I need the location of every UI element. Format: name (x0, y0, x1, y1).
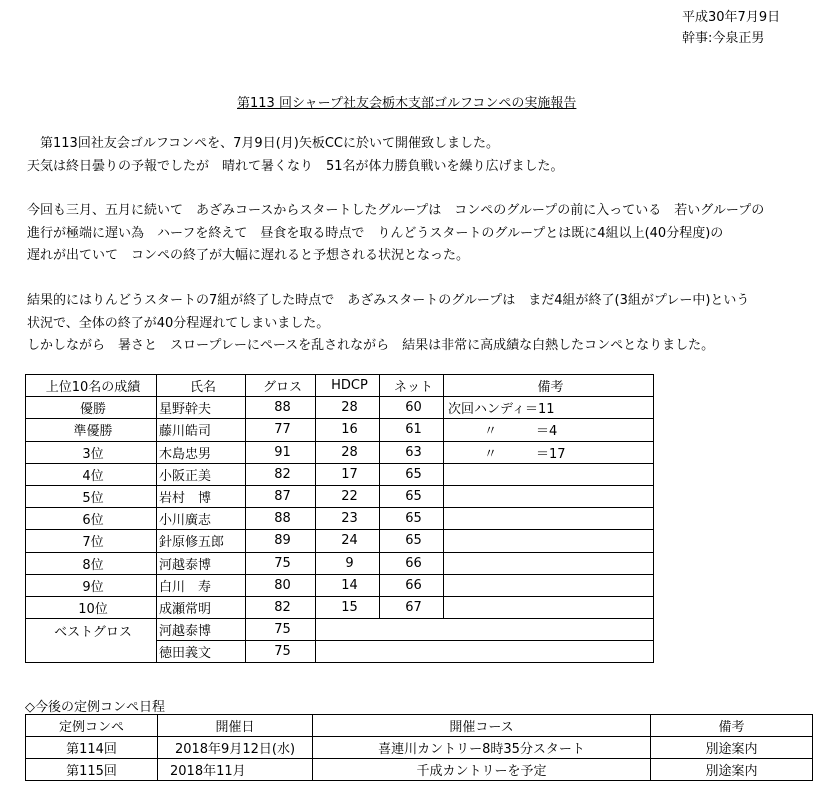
note-cell (444, 574, 654, 596)
best-gross-label: ベストグロス (26, 619, 157, 663)
note-cell: 別途案内 (651, 737, 813, 759)
table-row (26, 737, 813, 759)
table-row (26, 552, 654, 574)
table-row (26, 596, 654, 618)
results-table (25, 374, 654, 663)
net-cell: 65 (380, 463, 444, 485)
hdcp-cell: 9 (316, 552, 380, 574)
hdcp-cell: 15 (316, 596, 380, 618)
table-row (26, 574, 654, 596)
hdcp-cell: 17 (316, 463, 380, 485)
gross-cell: 75 (246, 619, 316, 641)
rank-cell: 4位 (26, 463, 157, 485)
net-cell: 63 (380, 441, 444, 463)
table-row-best-gross (26, 619, 654, 641)
hdcp-cell: 14 (316, 574, 380, 596)
gross-cell: 88 (246, 508, 316, 530)
name-cell: 徳田義文 (157, 641, 246, 663)
header-hdcp: HDCP (316, 375, 380, 397)
header-course: 開催コース (313, 715, 651, 737)
note-cell (444, 463, 654, 485)
course-cell: 喜連川カントリー8時35分スタート (313, 737, 651, 759)
net-cell: 65 (380, 530, 444, 552)
gross-cell: 91 (246, 441, 316, 463)
name-cell: 岩村 博 (157, 485, 246, 507)
header-date: 開催日 (158, 715, 313, 737)
rank-cell: 優勝 (26, 397, 157, 419)
empty-cell (316, 619, 654, 641)
name-cell: 河越泰博 (157, 552, 246, 574)
gross-cell: 80 (246, 574, 316, 596)
note-cell (444, 530, 654, 552)
net-cell: 65 (380, 485, 444, 507)
hdcp-cell: 16 (316, 419, 380, 441)
gross-cell: 89 (246, 530, 316, 552)
table-row (26, 485, 654, 507)
header-rank: 上位10名の成績 (26, 375, 157, 397)
note-cell: 〃 ＝4 (444, 419, 654, 441)
event-cell: 第114回 (26, 737, 158, 759)
name-cell: 白川 寿 (157, 574, 246, 596)
rank-cell: 6位 (26, 508, 157, 530)
header-net: ネット (380, 375, 444, 397)
paragraph-progress (27, 200, 764, 268)
rank-cell: 準優勝 (26, 419, 157, 441)
gross-cell: 77 (246, 419, 316, 441)
paragraph-result (27, 290, 749, 358)
name-cell: 藤川皓司 (157, 419, 246, 441)
table-row (26, 441, 654, 463)
hdcp-cell: 24 (316, 530, 380, 552)
hdcp-cell: 22 (316, 485, 380, 507)
text-line: 進行が極端に遅い為 ハーフを終えて 昼食を取る時点で りんどうスタートのグループとは既に4組以上(40分程度)の (27, 225, 724, 241)
note-cell (444, 552, 654, 574)
table-row (26, 463, 654, 485)
event-cell: 第115回 (26, 759, 158, 781)
schedule-heading: ◇今後の定例コンペ日程 (25, 700, 165, 715)
text-line: 第113回社友会ゴルフコンペを、7月9日(月)矢板CCに於いて開催致しました。 (27, 136, 500, 151)
table-row (26, 530, 654, 552)
results-header-row (26, 375, 654, 397)
net-cell: 60 (380, 397, 444, 419)
text-line: 天気は終日曇りの予報でしたが 晴れて暑くなり 51名が体力勝負戦いを繰り広げました。 (27, 158, 564, 174)
note-cell: 〃 ＝17 (444, 441, 654, 463)
net-cell: 65 (380, 508, 444, 530)
note-cell (444, 485, 654, 507)
header-event: 定例コンペ (26, 715, 158, 737)
name-cell: 星野幹夫 (157, 397, 246, 419)
name-cell: 小阪正美 (157, 463, 246, 485)
rank-cell: 3位 (26, 441, 157, 463)
name-cell: 河越泰博 (157, 619, 246, 641)
date-cell: 2018年11月 (158, 759, 313, 781)
text-line: 状況で、全体の終了が40分程遅れてしまいました。 (27, 315, 330, 331)
note-cell (444, 596, 654, 618)
text-line: しかしながら 暑さと スロープレーにペースを乱されながら 結果は非常に高成績な白熱したコンペとなりました。 (27, 338, 715, 353)
gross-cell: 87 (246, 485, 316, 507)
text-line: 結果的にはりんどうスタートの7組が終了した時点で あざみスタートのグループは まだ4組が終了(3組がプレー中)という (27, 293, 750, 308)
gross-cell: 75 (246, 552, 316, 574)
text-line: 遅れが出ていて コンペの終了が大幅に遅れると予想される状況となった。 (27, 248, 470, 263)
empty-cell (316, 641, 654, 663)
paragraph-intro (27, 133, 564, 178)
net-cell: 66 (380, 552, 444, 574)
hdcp-cell: 28 (316, 441, 380, 463)
table-row (26, 508, 654, 530)
note-cell: 別途案内 (651, 759, 813, 781)
rank-cell: 7位 (26, 530, 157, 552)
gross-cell: 82 (246, 596, 316, 618)
table-row (26, 759, 813, 781)
net-cell: 61 (380, 419, 444, 441)
organizer: 幹事:今泉正男 (682, 31, 765, 46)
rank-cell: 5位 (26, 485, 157, 507)
gross-cell: 88 (246, 397, 316, 419)
schedule-table (25, 714, 813, 781)
date-cell: 2018年9月12日(水) (158, 737, 313, 759)
schedule-header-row (26, 715, 813, 737)
report-date: 平成30年7月9日 (682, 10, 781, 25)
gross-cell: 75 (246, 641, 316, 663)
name-cell: 小川廣志 (157, 508, 246, 530)
hdcp-cell: 28 (316, 397, 380, 419)
note-cell: 次回ハンディ＝11 (444, 397, 654, 419)
header-note: 備考 (651, 715, 813, 737)
course-cell: 千成カントリーを予定 (313, 759, 651, 781)
rank-cell: 9位 (26, 574, 157, 596)
table-row (26, 419, 654, 441)
report-title: 第113 回シャープ社友会栃木支部ゴルフコンペの実施報告 (237, 96, 577, 111)
header-note: 備考 (444, 375, 654, 397)
rank-cell: 8位 (26, 552, 157, 574)
net-cell: 66 (380, 574, 444, 596)
header-gross: グロス (246, 375, 316, 397)
rank-cell: 10位 (26, 596, 157, 618)
note-cell (444, 508, 654, 530)
name-cell: 針原修五郎 (157, 530, 246, 552)
header-name: 氏名 (157, 375, 246, 397)
net-cell: 67 (380, 596, 444, 618)
gross-cell: 82 (246, 463, 316, 485)
name-cell: 成瀬常明 (157, 596, 246, 618)
name-cell: 木島忠男 (157, 441, 246, 463)
hdcp-cell: 23 (316, 508, 380, 530)
table-row (26, 397, 654, 419)
text-line: 今回も三月、五月に続いて あざみコースからスタートしたグループは コンペのグループの前に入っている 若いグループの (27, 203, 765, 218)
